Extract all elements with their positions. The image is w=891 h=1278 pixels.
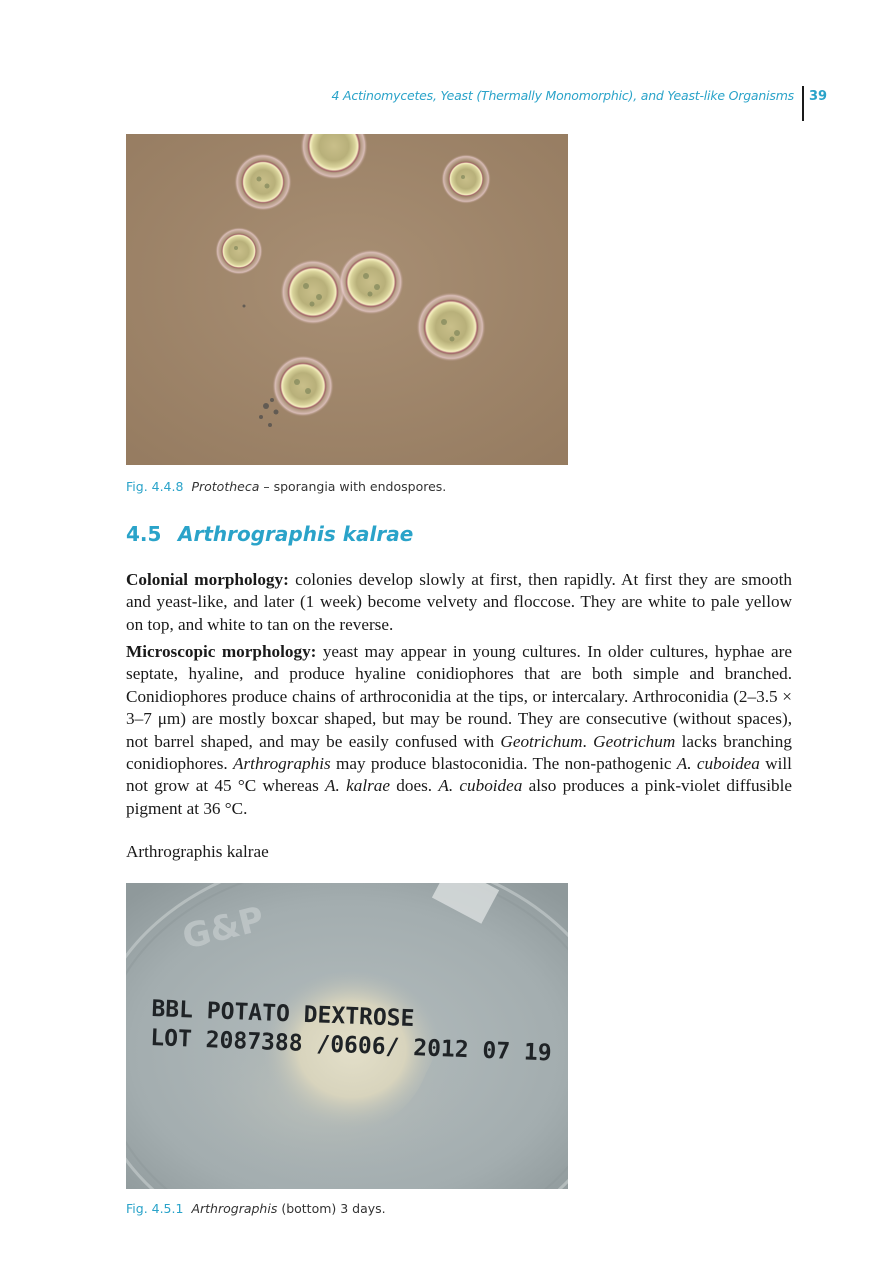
species-name: A. cuboidea [438, 776, 523, 796]
plate-label-line2: LOT 2087388 /0606/ 2012 07 19 [149, 1024, 553, 1067]
paragraph-text: does. [390, 776, 439, 796]
figure-caption-4-4-8 [126, 479, 446, 494]
figure-caption-4-5-1 [126, 1201, 386, 1216]
paragraph-text: lacks branching conidiophores. [126, 731, 792, 774]
plate-label-line1: BBL POTATO DEXTROSE [150, 995, 415, 1033]
paragraph-text: colonies develop slowly at first, then rapidly. At first they are smooth and yeast-like, and later (1 week) become velvety and floccose. They are white to pale yellow on top, and white to tan on the reverse. [126, 570, 793, 634]
prototheca-micrograph [126, 134, 568, 465]
paragraph-lead: Microscopic morphology: [126, 642, 317, 661]
caption-text: (bottom) 3 days. [277, 1201, 386, 1216]
culture-plate-photo [126, 883, 568, 1189]
paragraph-text: will not grow at 45 °C whereas [126, 754, 792, 796]
header-divider [802, 86, 804, 121]
page-number: 39 [809, 89, 828, 104]
section-heading [126, 522, 413, 546]
species-name: A. kalrae [325, 776, 391, 796]
paragraph-text: may produce blastoconidia. The non-pathogenic [330, 754, 677, 774]
paragraph-text: . [582, 731, 594, 751]
plate-logo: G&P [178, 898, 269, 958]
microscopic-morphology-paragraph [126, 641, 792, 820]
caption-genus: Arthrographis [191, 1201, 278, 1216]
caption-text: – sporangia with endospores. [259, 479, 447, 494]
figure-label: Fig. 4.4.8 [126, 479, 184, 494]
running-header-title: 4 Actinomycetes, Yeast (Thermally Monomorphic), and Yeast-like Organisms [331, 88, 794, 103]
organism-label: Arthrographis kalrae [126, 842, 269, 861]
section-title: Arthrographis kalrae [178, 522, 414, 546]
colonial-morphology-paragraph [126, 569, 792, 636]
section-number: 4.5 [126, 522, 162, 546]
paragraph-lead: Colonial morphology: [126, 570, 289, 589]
paragraph-text: also produces a pink-violet diffusible pigment at 36 °C. [126, 776, 792, 818]
paragraph-text: yeast may appear in young cultures. In older cultures, hyphae are septate, hyaline, and produce hyaline conidiophores that are both simple and branched. Conidiophores produce chains of arthroconidia at the tips, or intercalary. Arthroconidia (2–3.5 × 3–7 μm) are mostly boxcar shaped, but may be round. They are consecutive (without spaces), not barrel shaped, and may be easily confused with [126, 642, 792, 751]
figure-label: Fig. 4.5.1 [126, 1201, 184, 1216]
species-name: A. cuboidea [676, 754, 760, 774]
genus-name: Arthrographis [232, 754, 331, 774]
caption-genus: Prototheca [191, 479, 260, 494]
genus-name: Geotrichum [500, 731, 583, 751]
genus-name: Geotrichum [593, 731, 676, 751]
